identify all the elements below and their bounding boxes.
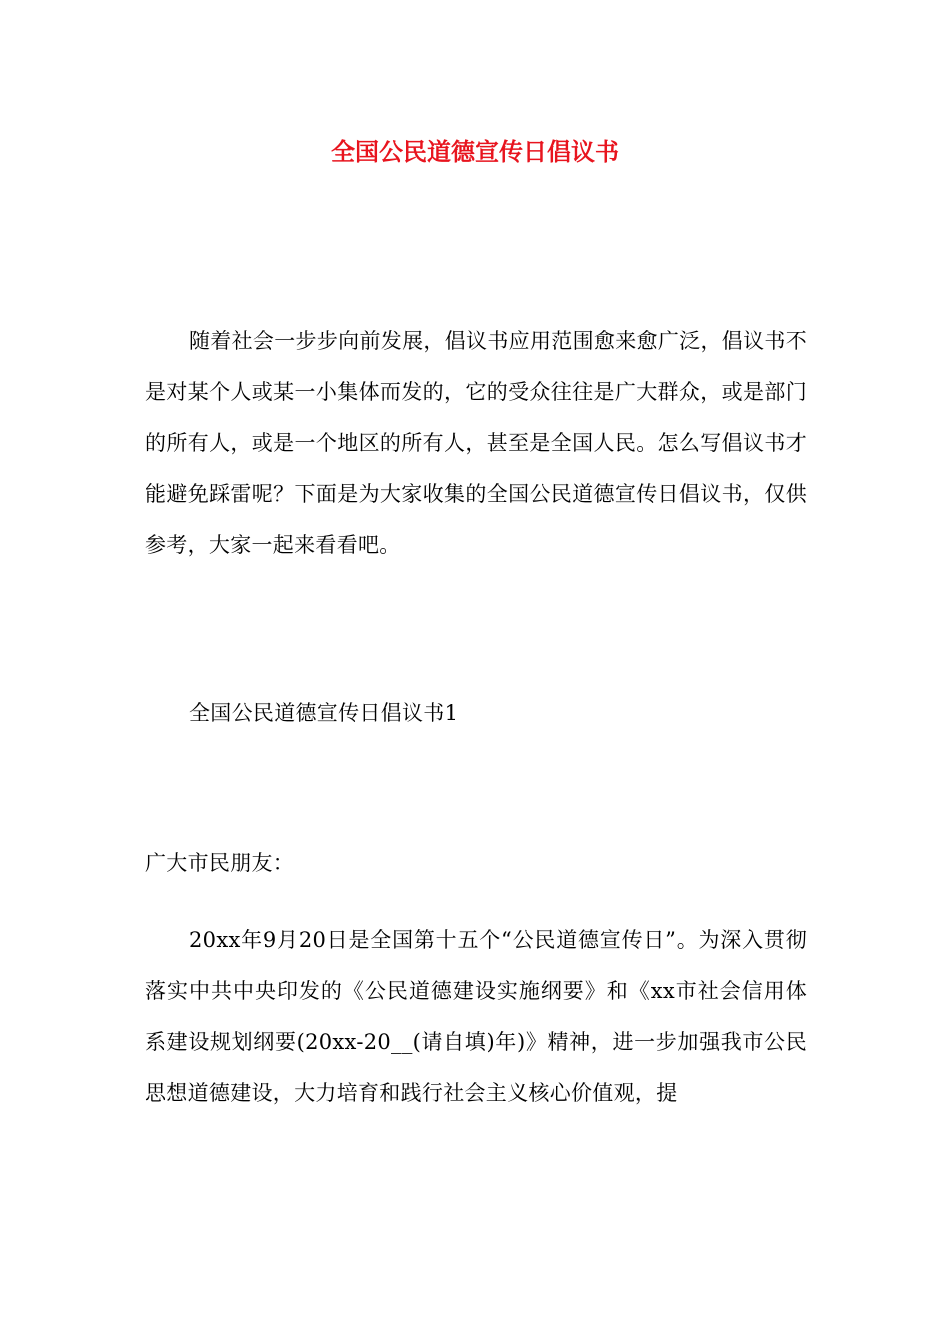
document-title: 全国公民道德宣传日倡议书 (331, 137, 619, 166)
body-paragraph: 20xx年9月20日是全国第十五个“公民道德宣传日”。为深入贯彻落实中共中央印发的《公民道德建设实施纲要》和《xx市社会信用体系建设规划纲要(20xx-20__(请自填)年)》精神，进一步加强我市公民思想道德建设，大力培育和践行社会主义核心价值观，提 (145, 928, 807, 1105)
intro-paragraph: 随着社会一步步向前发展，倡议书应用范围愈来愈广泛，倡议书不是对某个人或某一小集体而发的，它的受众往往是广大群众，或是部门的所有人，或是一个地区的所有人，甚至是全国人民。怎么写倡议书才能避免踩雷呢？下面是为大家收集的全国公民道德宣传日倡议书，仅供参考，大家一起来看看吧。 (145, 329, 807, 557)
salutation: 广大市民朋友： (145, 851, 295, 875)
section-heading: 全国公民道德宣传日倡议书1 (189, 701, 459, 725)
